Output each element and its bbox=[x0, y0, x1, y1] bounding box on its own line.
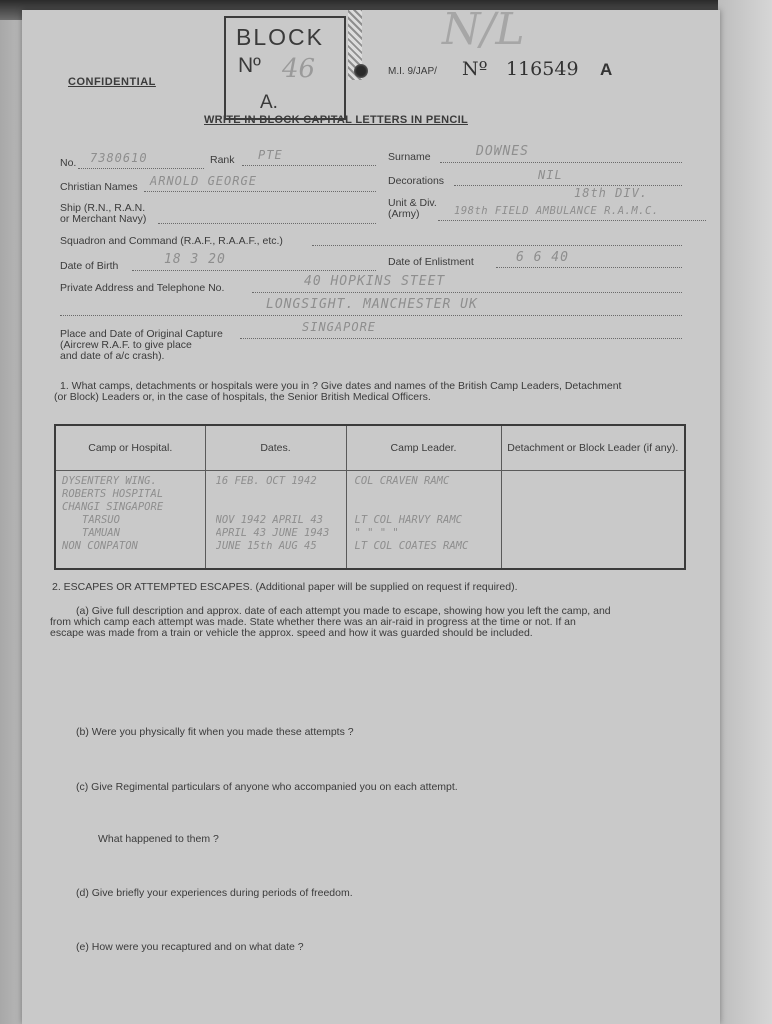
block-suffix: A. bbox=[260, 92, 278, 113]
header-camp: Camp or Hospital. bbox=[55, 425, 205, 471]
dates-cell: NOV 1942 APRIL 43 bbox=[215, 514, 323, 526]
question-2b: (b) Were you physically fit when you made these attempts ? bbox=[76, 726, 354, 738]
question-2c: (c) Give Regimental particulars of anyone who accompanied you on each attempt. bbox=[76, 781, 458, 793]
decorations-label: Decorations bbox=[388, 175, 445, 187]
enlistment-label: Date of Enlistment bbox=[388, 256, 474, 268]
form-number: 116549 bbox=[506, 58, 579, 80]
form-reference: M.I. 9/JAP/ bbox=[388, 66, 437, 77]
handwritten-annotation: N/L bbox=[442, 4, 525, 55]
camp-cell: ROBERTS HOSPITAL bbox=[62, 488, 164, 500]
header-dates: Dates. bbox=[205, 425, 346, 471]
number-label: Nº bbox=[462, 58, 488, 80]
dates-column bbox=[205, 471, 346, 570]
unit-value-division: 18th DIV. bbox=[574, 186, 649, 200]
camp-cell: CHANGI SINGAPORE bbox=[62, 501, 164, 513]
ship-label-line1: Ship (R.N., R.A.N. bbox=[60, 202, 146, 214]
question-2a-line3: escape was made from a train or vehicle the approx. speed and how it was guarded should be included. bbox=[50, 627, 533, 639]
address-label: Private Address and Telephone No. bbox=[60, 282, 225, 294]
question-2d: (d) Give briefly your experiences during periods of freedom. bbox=[76, 887, 353, 899]
squadron-label: Squadron and Command (R.A.F., R.A.A.F., etc.) bbox=[60, 235, 283, 247]
block-label: BLOCK bbox=[236, 24, 324, 50]
dates-cell: APRIL 43 JUNE 1943 bbox=[215, 527, 330, 539]
surname-value: DOWNES bbox=[476, 144, 529, 159]
date-of-birth-label: Date of Birth bbox=[60, 260, 119, 272]
dates-cell: 16 FEB. OCT 1942 bbox=[215, 475, 317, 487]
question-2-heading: 2. ESCAPES OR ATTEMPTED ESCAPES. (Additional paper will be supplied on request if required). bbox=[52, 581, 518, 593]
rank-label: Rank bbox=[210, 154, 235, 166]
punch-hole bbox=[354, 64, 368, 78]
capture-value: SINGAPORE bbox=[302, 320, 377, 334]
camp-column bbox=[55, 471, 205, 570]
address-value-line1: 40 HOPKINS STEET bbox=[304, 274, 446, 289]
date-of-birth-value: 18 3 20 bbox=[164, 252, 226, 267]
detachment-column bbox=[501, 471, 685, 570]
unit-label-line2: (Army) bbox=[388, 208, 420, 220]
address-value-line2: LONGSIGHT. MANCHESTER UK bbox=[266, 297, 478, 312]
leader-cell: LT COL COATES RAMC bbox=[354, 540, 469, 552]
christian-names-label: Christian Names bbox=[60, 181, 138, 193]
camps-table-header bbox=[55, 425, 685, 471]
classification-label: CONFIDENTIAL bbox=[68, 76, 156, 88]
camp-cell: TAMUAN bbox=[82, 527, 120, 539]
form-page bbox=[22, 4, 720, 1024]
camp-cell: NON CONPATON bbox=[62, 540, 138, 552]
leader-cell: " " " " bbox=[354, 527, 399, 539]
service-no-label: No. bbox=[60, 157, 77, 169]
unit-label-line1: Unit & Div. bbox=[388, 197, 437, 209]
rank-value: PTE bbox=[258, 148, 283, 162]
leader-cell: LT COL HARVY RAMC bbox=[354, 514, 462, 526]
unit-value-unit: 198th FIELD AMBULANCE R.A.M.C. bbox=[454, 205, 659, 217]
leader-column bbox=[346, 471, 501, 570]
instruction-heading: WRITE IN BLOCK CAPITAL LETTERS IN PENCIL bbox=[204, 114, 468, 126]
service-no-value: 7380610 bbox=[90, 151, 148, 165]
form-suffix: A bbox=[600, 60, 613, 79]
question-1-line1: 1. What camps, detachments or hospitals were you in ? Give dates and names of the British Camp Leaders, Detachment bbox=[60, 380, 622, 392]
question-1-line2: (or Block) Leaders or, in the case of hospitals, the Senior British Medical Officers. bbox=[54, 391, 431, 403]
question-2a-line2: from which camp each attempt was made. State whether there was an air-raid in progress at the time or not. If an bbox=[50, 616, 576, 628]
dates-cell: JUNE 15th AUG 45 bbox=[215, 540, 317, 552]
enlistment-value: 6 6 40 bbox=[516, 250, 569, 265]
camps-table bbox=[54, 424, 686, 570]
header-camp-leader: Camp Leader. bbox=[346, 425, 501, 471]
surname-label: Surname bbox=[388, 151, 431, 163]
capture-label-line1: Place and Date of Original Capture bbox=[60, 328, 223, 340]
background-page-edge bbox=[718, 0, 772, 1024]
question-2a-line1: (a) Give full description and approx. date of each attempt you made to escape, showing how you left the camp, and bbox=[76, 605, 611, 617]
question-2e: (e) How were you recaptured and on what date ? bbox=[76, 941, 304, 953]
decorations-value: NIL bbox=[538, 168, 563, 182]
capture-label-line2: (Aircrew R.A.F. to give place bbox=[60, 339, 192, 351]
table-row bbox=[55, 471, 685, 570]
leader-cell: COL CRAVEN RAMC bbox=[354, 475, 450, 487]
capture-label-line3: and date of a/c crash). bbox=[60, 350, 165, 362]
camp-cell: DYSENTERY WING. bbox=[62, 475, 157, 487]
header-detachment: Detachment or Block Leader (if any). bbox=[501, 425, 685, 471]
block-no-label: Nº bbox=[238, 54, 261, 77]
ship-label-line2: or Merchant Navy) bbox=[60, 213, 147, 225]
camp-cell: TARSUO bbox=[82, 514, 120, 526]
question-2c-followup: What happened to them ? bbox=[98, 833, 219, 845]
christian-names-value: ARNOLD GEORGE bbox=[150, 174, 257, 188]
block-number-box bbox=[224, 16, 346, 120]
block-hand-number: 46 bbox=[282, 54, 316, 84]
